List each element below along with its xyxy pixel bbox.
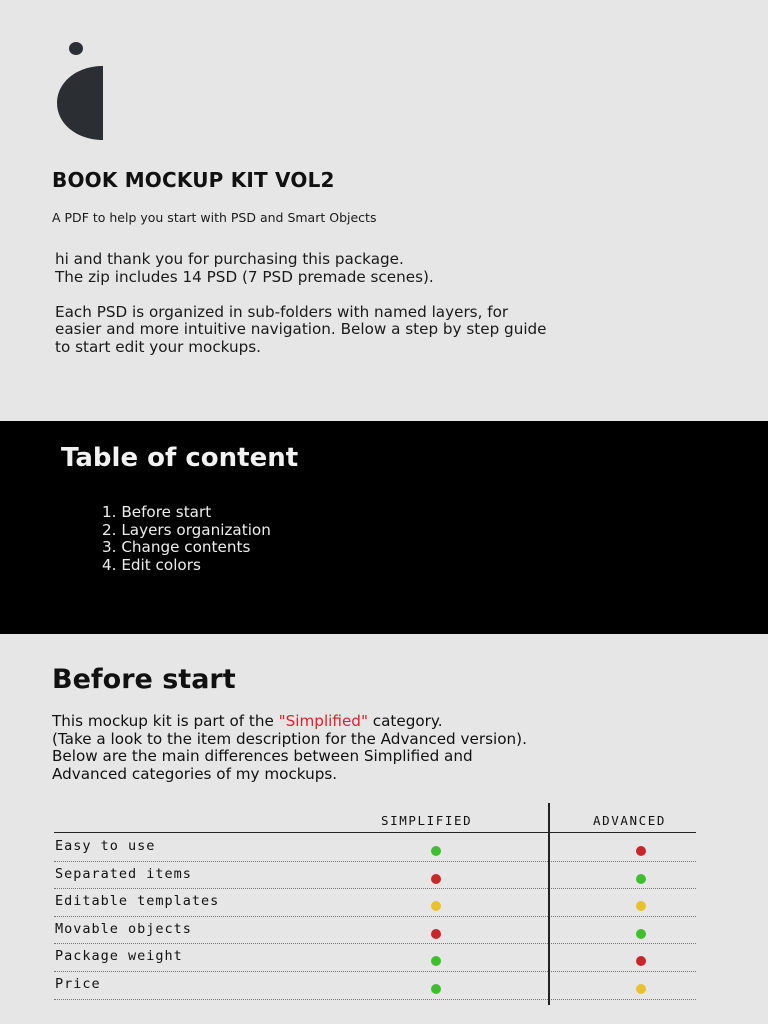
advanced-rating-dot — [636, 956, 646, 966]
toc-heading: Table of content — [61, 443, 299, 473]
toc-item[interactable]: 2. Layers organization — [102, 520, 271, 539]
document-title: BOOK MOCKUP KIT VOL2 — [52, 168, 335, 192]
before-start-line: Below are the main differences between Simplified and — [52, 747, 473, 765]
simplified-rating-dot — [431, 929, 441, 939]
intro-line: to start edit your mockups. — [55, 337, 262, 356]
advanced-rating-dot — [636, 984, 646, 994]
simplified-rating-dot — [431, 874, 441, 884]
table-row — [54, 917, 696, 945]
intro-line: hi and thank you for purchasing this package. — [55, 250, 404, 268]
document-subtitle: A PDF to help you start with PSD and Smart Objects — [52, 210, 377, 225]
advanced-rating-dot — [636, 874, 646, 884]
table-row — [54, 972, 696, 1000]
table-row — [54, 862, 696, 890]
feature-label: Package weight — [55, 948, 183, 965]
simplified-rating-dot — [431, 846, 441, 856]
table-row — [54, 889, 696, 917]
table-row — [54, 944, 696, 972]
toc-item[interactable]: 4. Edit colors — [102, 555, 201, 574]
intro-line: easier and more intuitive navigation. Below a step by step guide — [55, 320, 547, 338]
feature-label: Editable templates — [55, 893, 220, 910]
column-divider — [548, 803, 550, 1005]
toc-item[interactable]: 1. Before start — [102, 503, 212, 521]
table-row — [54, 834, 696, 862]
feature-label: Price — [55, 976, 101, 992]
feature-label: Movable objects — [55, 920, 192, 937]
simplified-rating-dot — [431, 956, 441, 966]
comparison-table — [54, 803, 696, 1005]
advanced-rating-dot — [636, 929, 646, 939]
simplified-highlight: "Simplified" — [278, 712, 368, 730]
column-header-advanced: ADVANCED — [593, 813, 667, 828]
intro-text — [55, 251, 547, 356]
advanced-rating-dot — [636, 846, 646, 856]
toc-item[interactable]: 3. Change contents — [102, 538, 251, 556]
before-start-line: (Take a look to the item description for the Advanced version). — [52, 729, 527, 748]
brand-logo-icon — [57, 42, 103, 140]
simplified-rating-dot — [431, 901, 441, 911]
intro-line: The zip includes 14 PSD (7 PSD premade scenes). — [55, 267, 434, 286]
feature-label: Easy to use — [55, 838, 156, 854]
before-start-line: Advanced categories of my mockups. — [52, 764, 338, 783]
feature-label: Separated items — [55, 865, 192, 882]
toc-list — [102, 504, 271, 574]
column-header-simplified: SIMPLIFIED — [381, 813, 473, 828]
advanced-rating-dot — [636, 901, 646, 911]
before-start-text — [52, 713, 527, 783]
before-start-line: This mockup kit is part of the "Simplified" category. — [52, 712, 443, 730]
before-start-heading: Before start — [52, 664, 236, 695]
intro-line: Each PSD is organized in sub-folders with named layers, for — [55, 302, 509, 321]
simplified-rating-dot — [431, 984, 441, 994]
